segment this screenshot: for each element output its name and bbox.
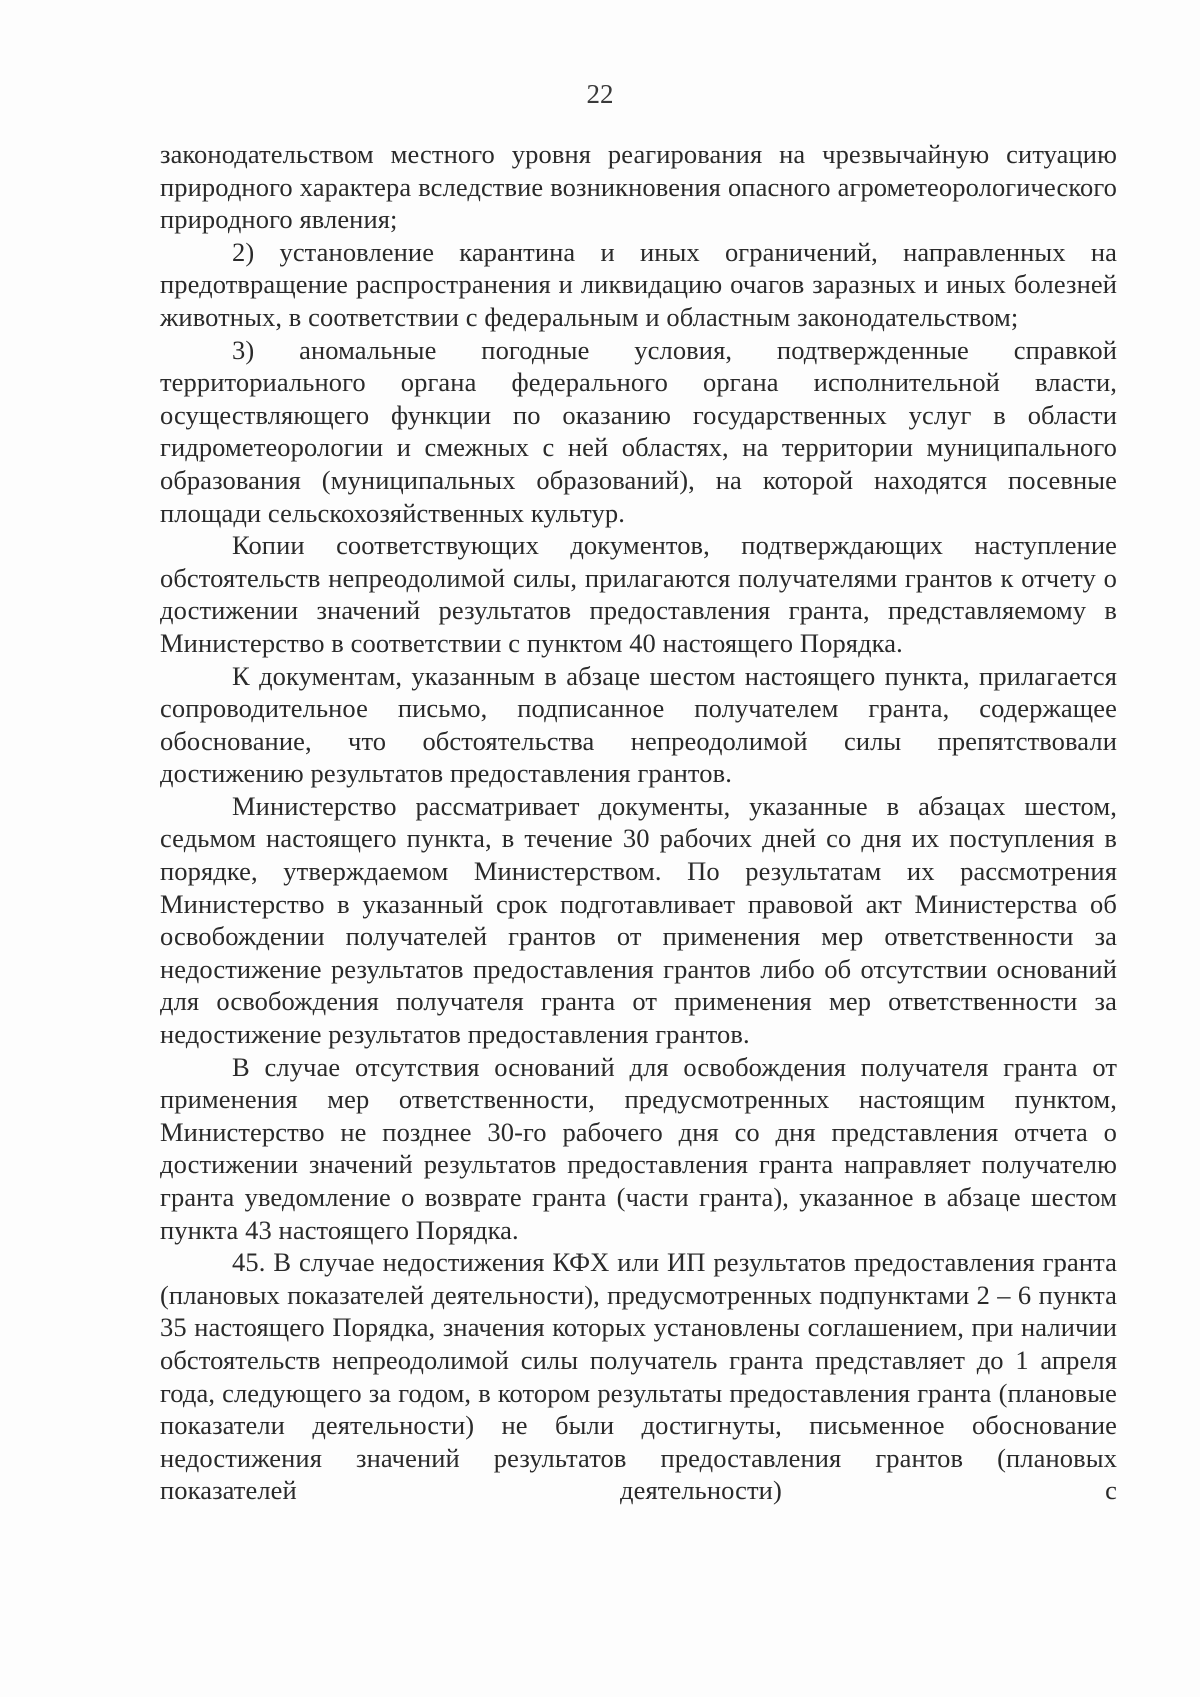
page-number: 22 — [586, 79, 614, 109]
paragraph-copies-of-documents: Копии соответствующих документов, подтверждающих наступление обстоятельств непреодолимой силы, прилагаются получателями грантов к отчету о достижении значений результатов предоставления гранта, представляемому в Министерство в соответствии с пунктом 40 настоящего Порядка. — [160, 530, 1117, 658]
paragraph-item-45: 45. В случае недостижения КФХ или ИП результатов предоставления гранта (плановых показателей деятельности), предусмотренных подпунктами 2 – 6 пункта 35 настоящего Порядка, значения которых установлены соглашением, при наличии обстоятельств непреодолимой силы получатель гранта представляет до 1 апреля года, следующего за годом, в котором результаты предоставления гранта (плановые показатели деятельности) не были достигнуты, письменное обоснование недостижения значений результатов предоставления грантов (плановых показателей деятельности) с — [160, 1247, 1117, 1506]
document-body — [160, 138, 1117, 1507]
paragraph-item-2: 2) установление карантина и иных ограничений, направленных на предотвращение распространения и ликвидацию очагов заразных и иных болезней животных, в соответствии с федеральным и областным законодательством; — [160, 236, 1117, 332]
paragraph-item-3: 3) аномальные погодные условия, подтвержденные справкой территориального органа федерального органа исполнительной власти, осуществляющего функции по оказанию государственных услуг в области гидрометеорологии и смежных с ней областях, на территории муниципального образования (муниципальных образований), на которой находятся посевные площади сельскохозяйственных культур. — [160, 334, 1117, 528]
paragraph-no-grounds: В случае отсутствия оснований для освобождения получателя гранта от применения мер ответственности, предусмотренных настоящим пунктом, Министерство не позднее 30-го рабочего дня со дня представления отчета о достижении значений результатов предоставления гранта направляет получателю гранта уведомление о возврате гранта (части гранта), указанное в абзаце шестом пункта 43 настоящего Порядка. — [160, 1051, 1117, 1245]
paragraph-cover-letter: К документам, указанным в абзаце шестом настоящего пункта, прилагается сопроводительное письмо, подписанное получателем гранта, содержащее обоснование, что обстоятельства непреодолимой силы препятствовали достижению результатов предоставления грантов. — [160, 660, 1117, 789]
paragraph-ministry-review: Министерство рассматривает документы, указанные в абзацах шестом, седьмом настоящего пункта, в течение 30 рабочих дней со дня их поступления в порядке, утверждаемом Министерством. По результатам их рассмотрения Министерство в указанный срок подготавливает правовой акт Министерства об освобождении получателей грантов от применения мер ответственности за недостижение результатов предоставления грантов либо об отсутствии оснований для освобождения получателя гранта от применения мер ответственности за недостижение результатов предоставления грантов. — [160, 790, 1117, 1050]
paragraph-continuation: законодательством местного уровня реагирования на чрезвычайную ситуацию природного характера вследствие возникновения опасного агрометеорологического природного явления; — [160, 139, 1117, 235]
